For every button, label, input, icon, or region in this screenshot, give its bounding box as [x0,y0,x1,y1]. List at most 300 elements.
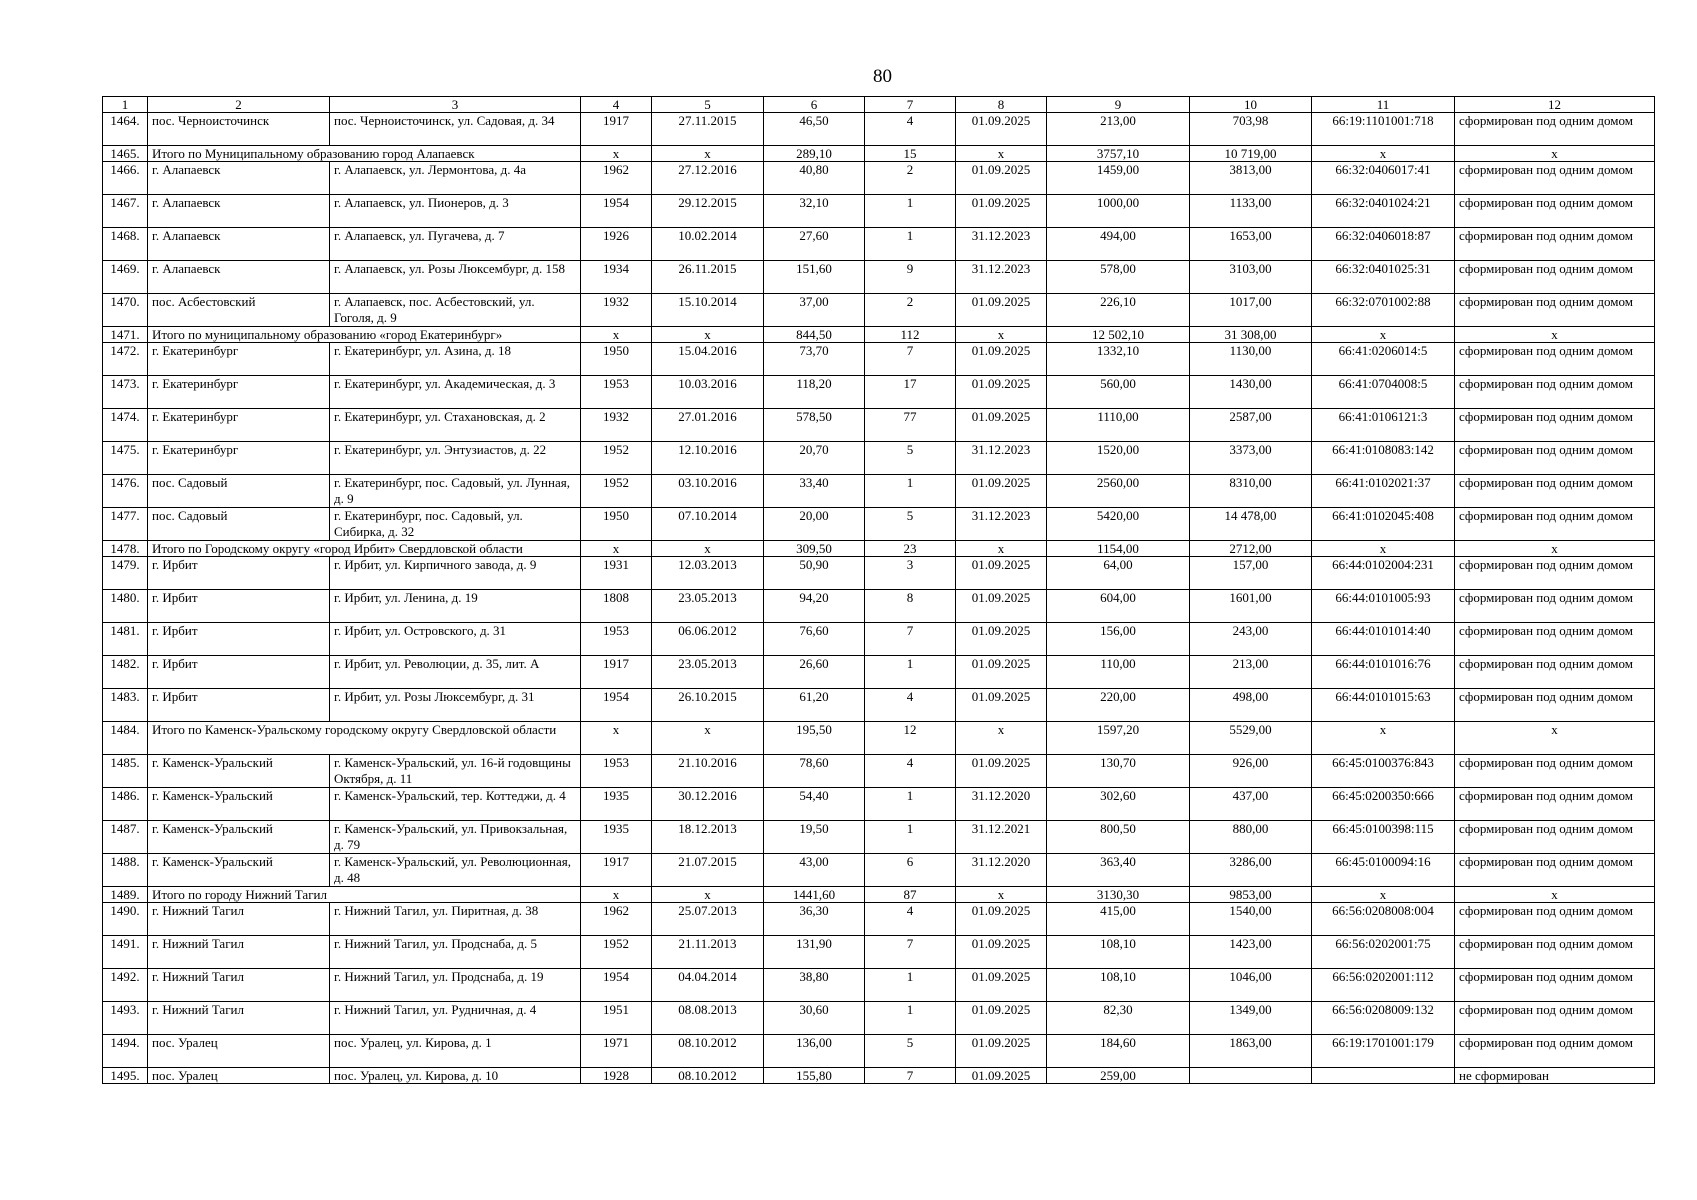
deadline-cell: x [956,887,1047,903]
settlement-cell: г. Каменск-Уральский [148,788,330,821]
settlement-cell: пос. Садовый [148,475,330,508]
column-header: 12 [1455,97,1655,113]
table-row [103,1035,1655,1068]
land-area-cell: 1597,20 [1047,722,1190,755]
residents-cell: 1 [865,821,956,854]
row-number: 1484. [103,722,148,755]
residents-cell: 9 [865,261,956,294]
area-cell: 43,00 [764,854,865,887]
address-cell: г. Ирбит, ул. Розы Люксембург, д. 31 [330,689,581,722]
deadline-cell: 01.09.2025 [956,294,1047,327]
year-cell: x [581,146,652,162]
table-row [103,376,1655,409]
area-cell: 61,20 [764,689,865,722]
deadline-cell: 31.12.2023 [956,442,1047,475]
cadastral-cell: 66:41:0108083:142 [1312,442,1455,475]
cadastral-cell: 66:19:1101001:718 [1312,113,1455,146]
status-cell: сформирован под одним домом [1455,343,1655,376]
status-cell: сформирован под одним домом [1455,261,1655,294]
deadline-cell: 31.12.2020 [956,788,1047,821]
area-cell: 844,50 [764,327,865,343]
address-cell: г. Алапаевск, пос. Асбестовский, ул. Гоголя, д. 9 [330,294,581,327]
date-cell: 21.07.2015 [652,854,764,887]
date-cell: 18.12.2013 [652,821,764,854]
address-cell: г. Каменск-Уральский, ул. Привокзальная, д. 79 [330,821,581,854]
cost-cell: 1017,00 [1190,294,1312,327]
status-cell: сформирован под одним домом [1455,969,1655,1002]
residents-cell: 7 [865,343,956,376]
residents-cell: 112 [865,327,956,343]
table-row [103,475,1655,508]
address-cell: г. Нижний Тагил, ул. Продснаба, д. 19 [330,969,581,1002]
table-row [103,689,1655,722]
land-area-cell: 259,00 [1047,1068,1190,1084]
status-cell: x [1455,146,1655,162]
column-number-header-row [103,97,1655,113]
deadline-cell: 31.12.2023 [956,261,1047,294]
table-row [103,821,1655,854]
deadline-cell: x [956,146,1047,162]
total-label: Итого по муниципальному образованию «город Екатеринбург» [148,327,581,343]
year-cell: x [581,722,652,755]
row-number: 1474. [103,409,148,442]
year-cell: 1953 [581,623,652,656]
address-cell: г. Алапаевск, ул. Пугачева, д. 7 [330,228,581,261]
settlement-cell: г. Ирбит [148,656,330,689]
date-cell: x [652,887,764,903]
table-row [103,409,1655,442]
date-cell: 15.04.2016 [652,343,764,376]
land-area-cell: 1000,00 [1047,195,1190,228]
cost-cell: 3813,00 [1190,162,1312,195]
year-cell: x [581,327,652,343]
address-cell: г. Алапаевск, ул. Лермонтова, д. 4а [330,162,581,195]
status-cell: сформирован под одним домом [1455,162,1655,195]
cost-cell: 1540,00 [1190,903,1312,936]
table-row [103,162,1655,195]
total-label: Итого по городу Нижний Тагил [148,887,581,903]
address-cell: пос. Уралец, ул. Кирова, д. 10 [330,1068,581,1084]
table-row [103,755,1655,788]
year-cell: 1953 [581,376,652,409]
status-cell: сформирован под одним домом [1455,409,1655,442]
address-cell: г. Каменск-Уральский, ул. Революционная, д. 48 [330,854,581,887]
cost-cell: 1133,00 [1190,195,1312,228]
year-cell: 1931 [581,557,652,590]
deadline-cell: 01.09.2025 [956,1035,1047,1068]
address-cell: г. Ирбит, ул. Островского, д. 31 [330,623,581,656]
date-cell: 30.12.2016 [652,788,764,821]
year-cell: 1950 [581,508,652,541]
cadastral-cell: 66:44:0101015:63 [1312,689,1455,722]
status-cell: сформирован под одним домом [1455,590,1655,623]
deadline-cell: 01.09.2025 [956,409,1047,442]
date-cell: 06.06.2012 [652,623,764,656]
area-cell: 309,50 [764,541,865,557]
settlement-cell: пос. Черноисточинск [148,113,330,146]
address-cell: пос. Черноисточинск, ул. Садовая, д. 34 [330,113,581,146]
address-cell: г. Алапаевск, ул. Пионеров, д. 3 [330,195,581,228]
row-number: 1488. [103,854,148,887]
table-row [103,656,1655,689]
date-cell: 12.03.2013 [652,557,764,590]
land-area-cell: 12 502,10 [1047,327,1190,343]
year-cell: 1928 [581,1068,652,1084]
status-cell: сформирован под одним домом [1455,376,1655,409]
deadline-cell: 01.09.2025 [956,623,1047,656]
residents-cell: 6 [865,854,956,887]
settlement-cell: г. Алапаевск [148,162,330,195]
date-cell: 03.10.2016 [652,475,764,508]
land-area-cell: 156,00 [1047,623,1190,656]
residents-cell: 4 [865,755,956,788]
land-area-cell: 1459,00 [1047,162,1190,195]
settlement-cell: г. Алапаевск [148,228,330,261]
date-cell: 26.10.2015 [652,689,764,722]
year-cell: x [581,541,652,557]
area-cell: 38,80 [764,969,865,1002]
status-cell: сформирован под одним домом [1455,442,1655,475]
area-cell: 1441,60 [764,887,865,903]
date-cell: x [652,541,764,557]
status-cell: сформирован под одним домом [1455,508,1655,541]
deadline-cell: 01.09.2025 [956,162,1047,195]
settlement-cell: г. Нижний Тагил [148,903,330,936]
settlement-cell: г. Каменск-Уральский [148,854,330,887]
table-row [103,343,1655,376]
area-cell: 19,50 [764,821,865,854]
land-area-cell: 3130,30 [1047,887,1190,903]
date-cell: 26.11.2015 [652,261,764,294]
status-cell: x [1455,722,1655,755]
year-cell: 1954 [581,969,652,1002]
cost-cell: 3103,00 [1190,261,1312,294]
deadline-cell: 01.09.2025 [956,376,1047,409]
date-cell: x [652,722,764,755]
cadastral-cell: x [1312,327,1455,343]
row-number: 1467. [103,195,148,228]
address-cell: г. Алапаевск, ул. Розы Люксембург, д. 158 [330,261,581,294]
year-cell: 1952 [581,475,652,508]
cadastral-cell: x [1312,146,1455,162]
cadastral-cell: 66:41:0106121:3 [1312,409,1455,442]
address-cell: г. Екатеринбург, пос. Садовый, ул. Лунная, д. 9 [330,475,581,508]
column-header: 1 [103,97,148,113]
area-cell: 73,70 [764,343,865,376]
deadline-cell: x [956,327,1047,343]
residents-cell: 3 [865,557,956,590]
date-cell: 27.11.2015 [652,113,764,146]
area-cell: 27,60 [764,228,865,261]
total-row [103,887,1655,903]
cadastral-cell: 66:32:0401024:21 [1312,195,1455,228]
cost-cell: 5529,00 [1190,722,1312,755]
area-cell: 37,00 [764,294,865,327]
residents-cell: 1 [865,1002,956,1035]
settlement-cell: г. Екатеринбург [148,442,330,475]
area-cell: 33,40 [764,475,865,508]
land-area-cell: 800,50 [1047,821,1190,854]
table-row [103,228,1655,261]
row-number: 1494. [103,1035,148,1068]
cost-cell: 1863,00 [1190,1035,1312,1068]
column-header: 3 [330,97,581,113]
cadastral-cell: 66:32:0401025:31 [1312,261,1455,294]
deadline-cell: 01.09.2025 [956,969,1047,1002]
area-cell: 289,10 [764,146,865,162]
row-number: 1481. [103,623,148,656]
cost-cell: 1653,00 [1190,228,1312,261]
residents-cell: 4 [865,113,956,146]
area-cell: 155,80 [764,1068,865,1084]
deadline-cell: 01.09.2025 [956,557,1047,590]
residents-cell: 87 [865,887,956,903]
area-cell: 136,00 [764,1035,865,1068]
year-cell: 1950 [581,343,652,376]
deadline-cell: 01.09.2025 [956,475,1047,508]
cadastral-cell: 66:45:0200350:666 [1312,788,1455,821]
cadastral-cell: 66:44:0101005:93 [1312,590,1455,623]
column-header: 2 [148,97,330,113]
cadastral-cell: 66:44:0101016:76 [1312,656,1455,689]
year-cell: 1935 [581,788,652,821]
table-row [103,113,1655,146]
land-area-cell: 1520,00 [1047,442,1190,475]
column-header: 4 [581,97,652,113]
cost-cell: 498,00 [1190,689,1312,722]
cadastral-cell: 66:56:0202001:75 [1312,936,1455,969]
row-number: 1483. [103,689,148,722]
land-area-cell: 1332,10 [1047,343,1190,376]
settlement-cell: г. Екатеринбург [148,343,330,376]
residents-cell: 1 [865,969,956,1002]
date-cell: 27.01.2016 [652,409,764,442]
year-cell: 1954 [581,689,652,722]
settlement-cell: пос. Уралец [148,1068,330,1084]
row-number: 1464. [103,113,148,146]
settlement-cell: пос. Уралец [148,1035,330,1068]
row-number: 1468. [103,228,148,261]
year-cell: 1962 [581,903,652,936]
row-number: 1489. [103,887,148,903]
date-cell: 08.10.2012 [652,1068,764,1084]
table-row [103,557,1655,590]
address-cell: г. Екатеринбург, ул. Стахановская, д. 2 [330,409,581,442]
area-cell: 76,60 [764,623,865,656]
row-number: 1482. [103,656,148,689]
cadastral-cell: 66:32:0701002:88 [1312,294,1455,327]
cadastral-cell: 66:44:0102004:231 [1312,557,1455,590]
year-cell: 1971 [581,1035,652,1068]
row-number: 1487. [103,821,148,854]
housing-registry-table [102,96,1655,1084]
land-area-cell: 363,40 [1047,854,1190,887]
table-row [103,623,1655,656]
date-cell: 12.10.2016 [652,442,764,475]
cost-cell: 243,00 [1190,623,1312,656]
status-cell: сформирован под одним домом [1455,113,1655,146]
row-number: 1491. [103,936,148,969]
area-cell: 36,30 [764,903,865,936]
total-row [103,327,1655,343]
address-cell: г. Ирбит, ул. Революции, д. 35, лит. А [330,656,581,689]
area-cell: 578,50 [764,409,865,442]
row-number: 1480. [103,590,148,623]
row-number: 1485. [103,755,148,788]
row-number: 1477. [103,508,148,541]
status-cell: сформирован под одним домом [1455,475,1655,508]
deadline-cell: 01.09.2025 [956,113,1047,146]
column-header: 9 [1047,97,1190,113]
cost-cell: 9853,00 [1190,887,1312,903]
residents-cell: 4 [865,903,956,936]
date-cell: 23.05.2013 [652,590,764,623]
table-row [103,1002,1655,1035]
date-cell: 15.10.2014 [652,294,764,327]
row-number: 1473. [103,376,148,409]
status-cell: сформирован под одним домом [1455,557,1655,590]
status-cell: не сформирован [1455,1068,1655,1084]
cost-cell: 8310,00 [1190,475,1312,508]
area-cell: 131,90 [764,936,865,969]
date-cell: 27.12.2016 [652,162,764,195]
row-number: 1466. [103,162,148,195]
row-number: 1490. [103,903,148,936]
area-cell: 46,50 [764,113,865,146]
land-area-cell: 2560,00 [1047,475,1190,508]
cost-cell: 31 308,00 [1190,327,1312,343]
address-cell: г. Нижний Тагил, ул. Пиритная, д. 38 [330,903,581,936]
year-cell: 1934 [581,261,652,294]
settlement-cell: г. Ирбит [148,623,330,656]
residents-cell: 8 [865,590,956,623]
row-number: 1492. [103,969,148,1002]
table-row [103,294,1655,327]
year-cell: 1954 [581,195,652,228]
row-number: 1469. [103,261,148,294]
cadastral-cell: x [1312,722,1455,755]
column-header: 11 [1312,97,1455,113]
row-number: 1479. [103,557,148,590]
cadastral-cell: 66:41:0704008:5 [1312,376,1455,409]
area-cell: 40,80 [764,162,865,195]
total-row [103,146,1655,162]
settlement-cell: г. Алапаевск [148,261,330,294]
status-cell: x [1455,887,1655,903]
year-cell: 1935 [581,821,652,854]
area-cell: 118,20 [764,376,865,409]
cost-cell: 1349,00 [1190,1002,1312,1035]
year-cell: 1917 [581,854,652,887]
settlement-cell: пос. Асбестовский [148,294,330,327]
address-cell: г. Екатеринбург, пос. Садовый, ул. Сибирка, д. 32 [330,508,581,541]
column-header: 6 [764,97,865,113]
land-area-cell: 110,00 [1047,656,1190,689]
row-number: 1472. [103,343,148,376]
table-row [103,442,1655,475]
area-cell: 50,90 [764,557,865,590]
deadline-cell: 01.09.2025 [956,343,1047,376]
residents-cell: 15 [865,146,956,162]
residents-cell: 1 [865,656,956,689]
status-cell: сформирован под одним домом [1455,689,1655,722]
residents-cell: 1 [865,788,956,821]
cadastral-cell: x [1312,541,1455,557]
status-cell: сформирован под одним домом [1455,755,1655,788]
settlement-cell: г. Нижний Тагил [148,1002,330,1035]
residents-cell: 2 [865,162,956,195]
status-cell: сформирован под одним домом [1455,195,1655,228]
area-cell: 30,60 [764,1002,865,1035]
table-row [103,590,1655,623]
table-row [103,508,1655,541]
deadline-cell: 01.09.2025 [956,195,1047,228]
table-row [103,903,1655,936]
cost-cell: 703,98 [1190,113,1312,146]
date-cell: 07.10.2014 [652,508,764,541]
land-area-cell: 108,10 [1047,969,1190,1002]
settlement-cell: пос. Садовый [148,508,330,541]
cadastral-cell: 66:32:0406017:41 [1312,162,1455,195]
land-area-cell: 5420,00 [1047,508,1190,541]
land-area-cell: 184,60 [1047,1035,1190,1068]
date-cell: 25.07.2013 [652,903,764,936]
settlement-cell: г. Алапаевск [148,195,330,228]
page-number: 80 [873,66,892,87]
status-cell: x [1455,541,1655,557]
residents-cell: 7 [865,936,956,969]
land-area-cell: 578,00 [1047,261,1190,294]
area-cell: 195,50 [764,722,865,755]
table-body [103,113,1655,1084]
table-row [103,788,1655,821]
residents-cell: 7 [865,1068,956,1084]
settlement-cell: г. Каменск-Уральский [148,821,330,854]
status-cell: сформирован под одним домом [1455,228,1655,261]
settlement-cell: г. Ирбит [148,557,330,590]
address-cell: г. Ирбит, ул. Кирпичного завода, д. 9 [330,557,581,590]
year-cell: x [581,887,652,903]
status-cell: сформирован под одним домом [1455,936,1655,969]
row-number: 1478. [103,541,148,557]
year-cell: 1926 [581,228,652,261]
cost-cell: 2587,00 [1190,409,1312,442]
row-number: 1495. [103,1068,148,1084]
date-cell: 10.03.2016 [652,376,764,409]
address-cell: г. Каменск-Уральский, ул. 16-й годовщины Октября, д. 11 [330,755,581,788]
total-label: Итого по Городскому округу «город Ирбит» Свердловской области [148,541,581,557]
residents-cell: 7 [865,623,956,656]
cost-cell: 3373,00 [1190,442,1312,475]
year-cell: 1952 [581,442,652,475]
table-row [103,936,1655,969]
deadline-cell: 31.12.2023 [956,508,1047,541]
total-label: Итого по Муниципальному образованию город Алапаевск [148,146,581,162]
area-cell: 54,40 [764,788,865,821]
land-area-cell: 1154,00 [1047,541,1190,557]
deadline-cell: 01.09.2025 [956,590,1047,623]
land-area-cell: 130,70 [1047,755,1190,788]
settlement-cell: г. Екатеринбург [148,409,330,442]
date-cell: x [652,327,764,343]
address-cell: г. Нижний Тагил, ул. Продснаба, д. 5 [330,936,581,969]
cadastral-cell: 66:41:0102045:408 [1312,508,1455,541]
date-cell: 21.10.2016 [652,755,764,788]
date-cell: 10.02.2014 [652,228,764,261]
residents-cell: 1 [865,195,956,228]
land-area-cell: 604,00 [1047,590,1190,623]
column-header: 8 [956,97,1047,113]
